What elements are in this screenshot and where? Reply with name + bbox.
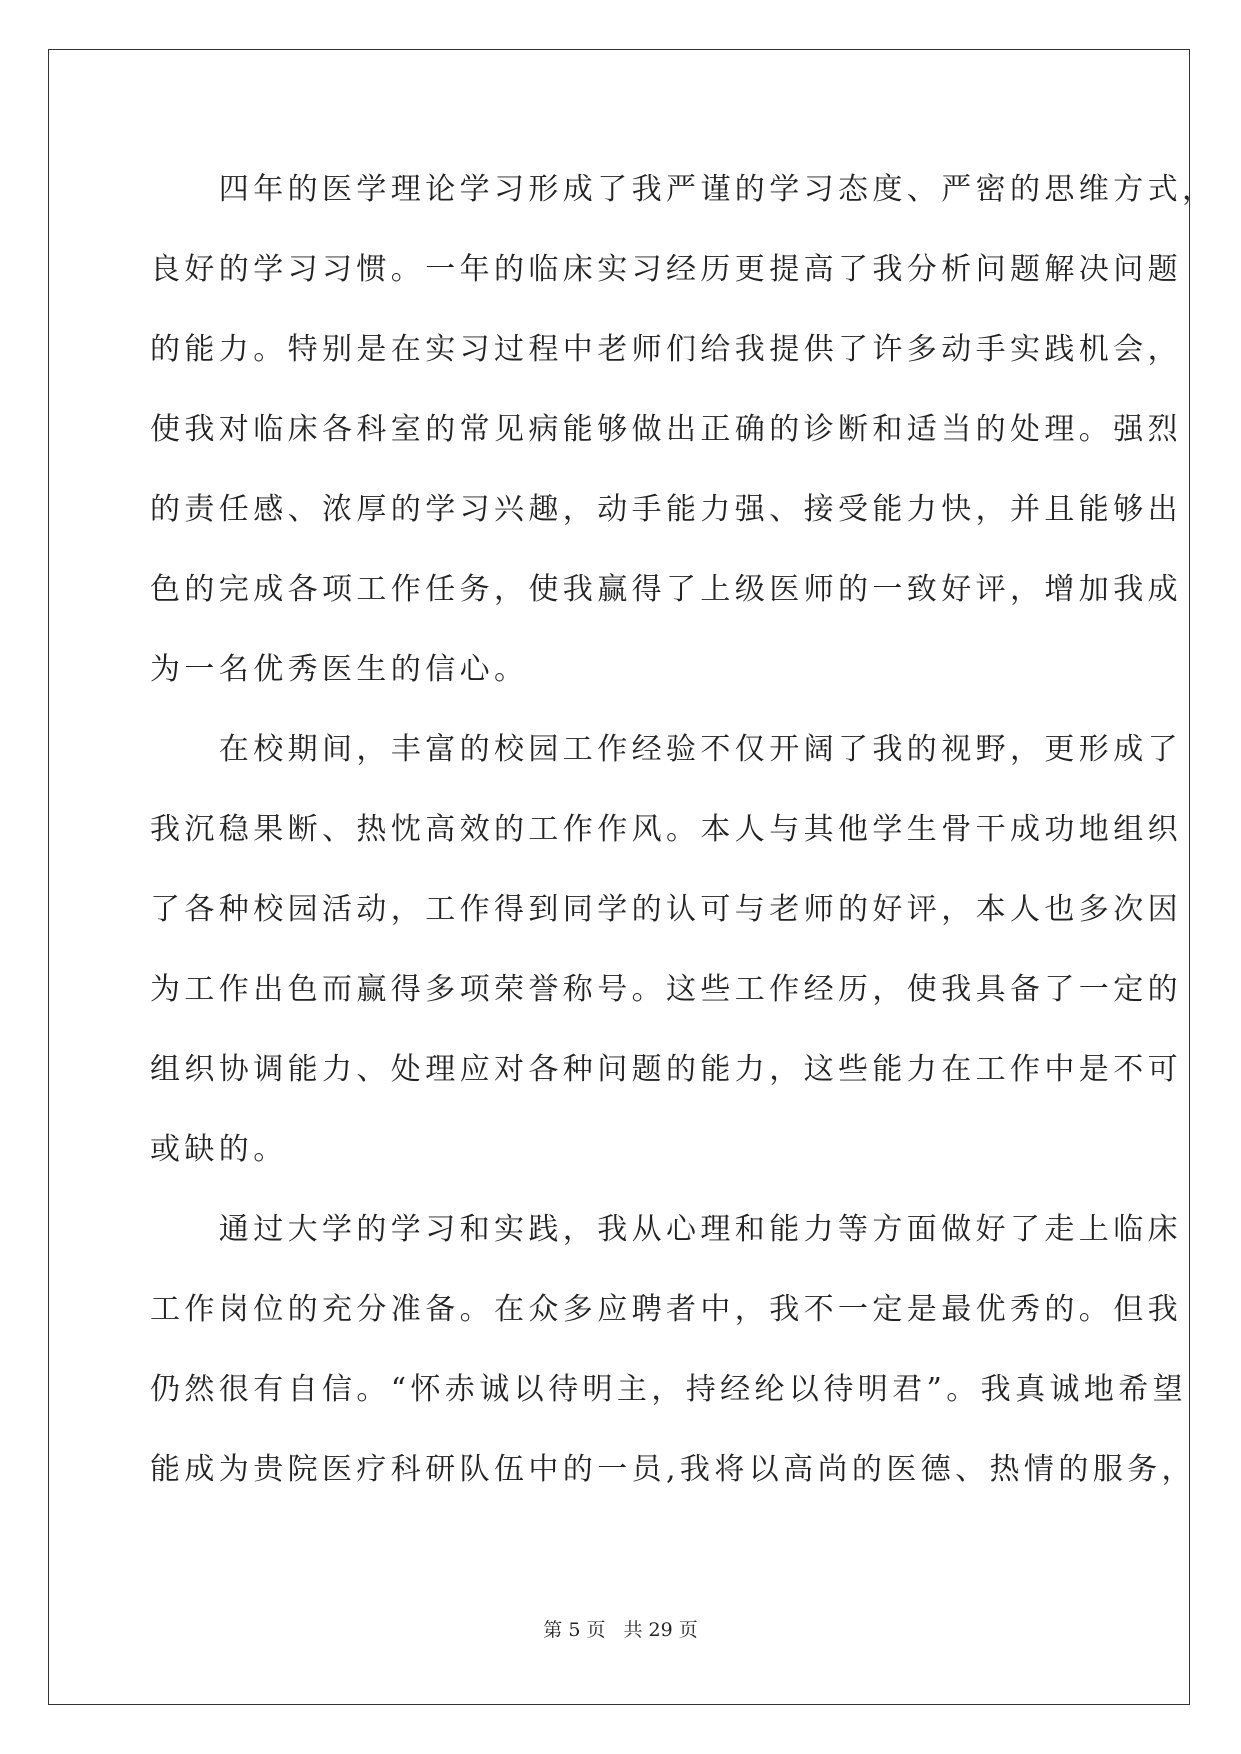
paragraph-line: 能成为贵院医疗科研队伍中的一员,我将以高尚的医德、热情的服务，	[150, 1452, 1196, 1487]
page-footer	[0, 1618, 1241, 1642]
paragraph-line: 的能力。特别是在实习过程中老师们给我提供了许多动手实践机会，	[150, 332, 1182, 367]
paragraph-line: 色的完成各项工作任务，使我赢得了上级医师的一致好评，增加我成	[150, 572, 1182, 607]
paragraph-line: 我沉稳果断、热忱高效的工作作风。本人与其他学生骨干成功地组织	[150, 812, 1182, 847]
paragraph-line: 或缺的。	[150, 1132, 288, 1167]
paragraph-line: 使我对临床各科室的常见病能够做出正确的诊断和适当的处理。强烈	[150, 412, 1182, 447]
paragraph-line: 四年的医学理论学习形成了我严谨的学习态度、严密的思维方式，	[150, 172, 1217, 207]
total-pages-label: 共 29 页	[623, 1619, 698, 1641]
paragraph-line: 通过大学的学习和实践，我从心理和能力等方面做好了走上临床	[150, 1212, 1182, 1247]
paragraph-line: 组织协调能力、处理应对各种问题的能力，这些能力在工作中是不可	[150, 1052, 1182, 1087]
paragraph-line: 了各种校园活动，工作得到同学的认可与老师的好评，本人也多次因	[150, 892, 1182, 927]
paragraph-line: 工作岗位的充分准备。在众多应聘者中，我不一定是最优秀的。但我	[150, 1292, 1182, 1327]
paragraph-line: 的责任感、浓厚的学习兴趣，动手能力强、接受能力快，并且能够出	[150, 492, 1182, 527]
current-page-label: 第 5 页	[543, 1619, 606, 1641]
paragraph-line: 在校期间，丰富的校园工作经验不仅开阔了我的视野，更形成了	[150, 732, 1182, 767]
paragraph-line: 良好的学习习惯。一年的临床实习经历更提高了我分析问题解决问题	[150, 252, 1182, 287]
paragraph-line: 为一名优秀医生的信心。	[150, 652, 529, 687]
paragraph-line: 为工作出色而赢得多项荣誉称号。这些工作经历，使我具备了一定的	[150, 972, 1182, 1007]
paragraph-line: 仍然很有自信。“怀赤诚以待明主，持经纶以待明君”。我真诚地希望	[150, 1372, 1188, 1407]
